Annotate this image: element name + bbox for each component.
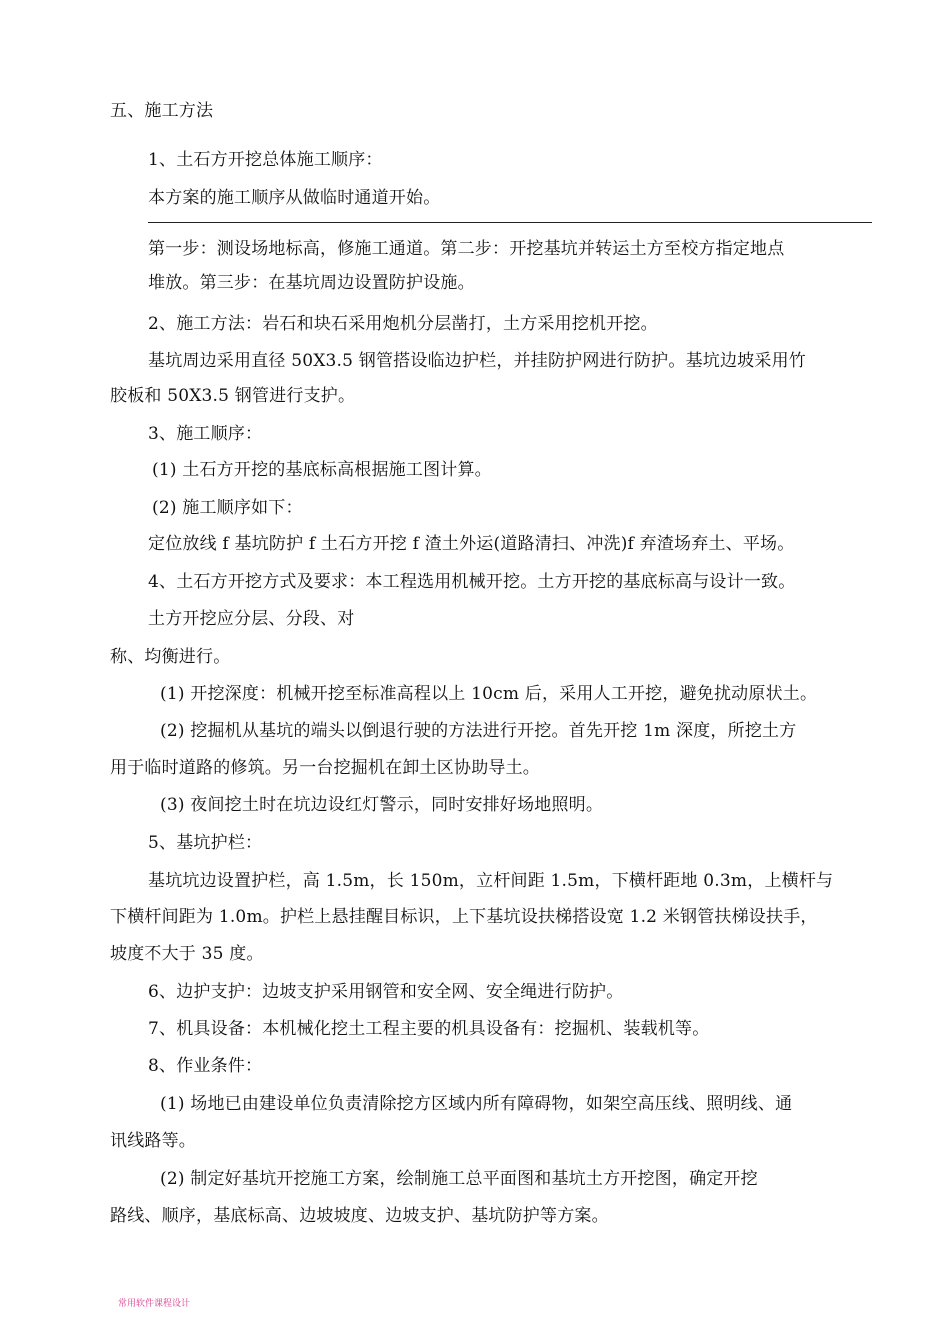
paragraph-line: 第一步：测设场地标高，修施工通道。第二步：开挖基坑并转运土方至校方指定地点	[148, 239, 785, 259]
paragraph-line: 1、土石方开挖总体施工顺序：	[148, 150, 383, 170]
list-item: (2) 制定好基坑开挖施工方案，绘制施工总平面图和基坑土方开挖图，确定开挖	[160, 1169, 758, 1189]
paragraph-line: 用于临时道路的修筑。另一台挖掘机在卸土区协助导土。	[110, 758, 540, 778]
paragraph-line: 定位放线 f 基坑防护 f 土石方开挖 f 渣土外运(道路清扫、冲洗)f 弃渣场弃土、平场。	[148, 534, 795, 554]
paragraph-line: 5、基坑护栏：	[148, 833, 263, 853]
list-item: (1) 场地已由建设单位负责清除挖方区域内所有障碍物，如架空高压线、照明线、通	[160, 1094, 793, 1114]
list-item: (2) 施工顺序如下：	[152, 498, 303, 518]
footer-note: 常用软件课程设计	[118, 1299, 191, 1309]
paragraph-line: 本方案的施工顺序从做临时通道开始。	[148, 188, 441, 208]
paragraph-line: 讯线路等。	[110, 1131, 196, 1151]
paragraph-line: 路线、顺序，基底标高、边坡坡度、边坡支护、基坑防护等方案。	[110, 1206, 609, 1226]
list-item: (1) 土石方开挖的基底标高根据施工图计算。	[152, 460, 492, 480]
paragraph-line: 7、机具设备：本机械化挖土工程主要的机具设备有：挖掘机、装载机等。	[148, 1019, 710, 1039]
paragraph-line: 基坑坑边设置护栏，高 1.5m，长 150m，立杆间距 1.5m，下横杆距地 0.3m，上横杆与	[148, 871, 834, 891]
horizontal-rule	[148, 222, 872, 223]
list-item: (2) 挖掘机从基坑的端头以倒退行驶的方法进行开挖。首先开挖 1m 深度，所挖土方	[160, 721, 797, 741]
paragraph-line: 下横杆间距为 1.0m。护栏上悬挂醒目标识，上下基坑设扶梯搭设宽 1.2 米钢管扶梯设扶手，	[110, 907, 818, 927]
paragraph-line: 8、作业条件：	[148, 1056, 263, 1076]
paragraph-line: 坡度不大于 35 度。	[110, 944, 264, 964]
paragraph-line: 6、边护支护：边坡支护采用钢管和安全网、安全绳进行防护。	[148, 982, 624, 1002]
paragraph-line: 土方开挖应分层、分段、对	[148, 609, 355, 629]
paragraph-line: 2、施工方法：岩石和块石采用炮机分层凿打，土方采用挖机开挖。	[148, 314, 658, 334]
paragraph-line: 4、土石方开挖方式及要求：本工程选用机械开挖。土方开挖的基底标高与设计一致。	[148, 572, 796, 592]
paragraph-line: 胶板和 50X3.5 钢管进行支护。	[110, 386, 356, 406]
paragraph-line: 堆放。第三步：在基坑周边设置防护设施。	[148, 273, 475, 293]
paragraph-line: 称、均衡进行。	[110, 647, 231, 667]
list-item: (3) 夜间挖土时在坑边设红灯警示，同时安排好场地照明。	[160, 795, 604, 815]
list-item: (1) 开挖深度：机械开挖至标准高程以上 10cm 后，采用人工开挖，避免扰动原状土。	[160, 684, 818, 704]
paragraph-line: 基坑周边采用直径 50X3.5 钢管搭设临边护栏，并挂防护网进行防护。基坑边坡采用竹	[148, 351, 806, 371]
paragraph-line: 3、施工顺序：	[148, 424, 263, 444]
section-heading: 五、施工方法	[110, 101, 214, 121]
